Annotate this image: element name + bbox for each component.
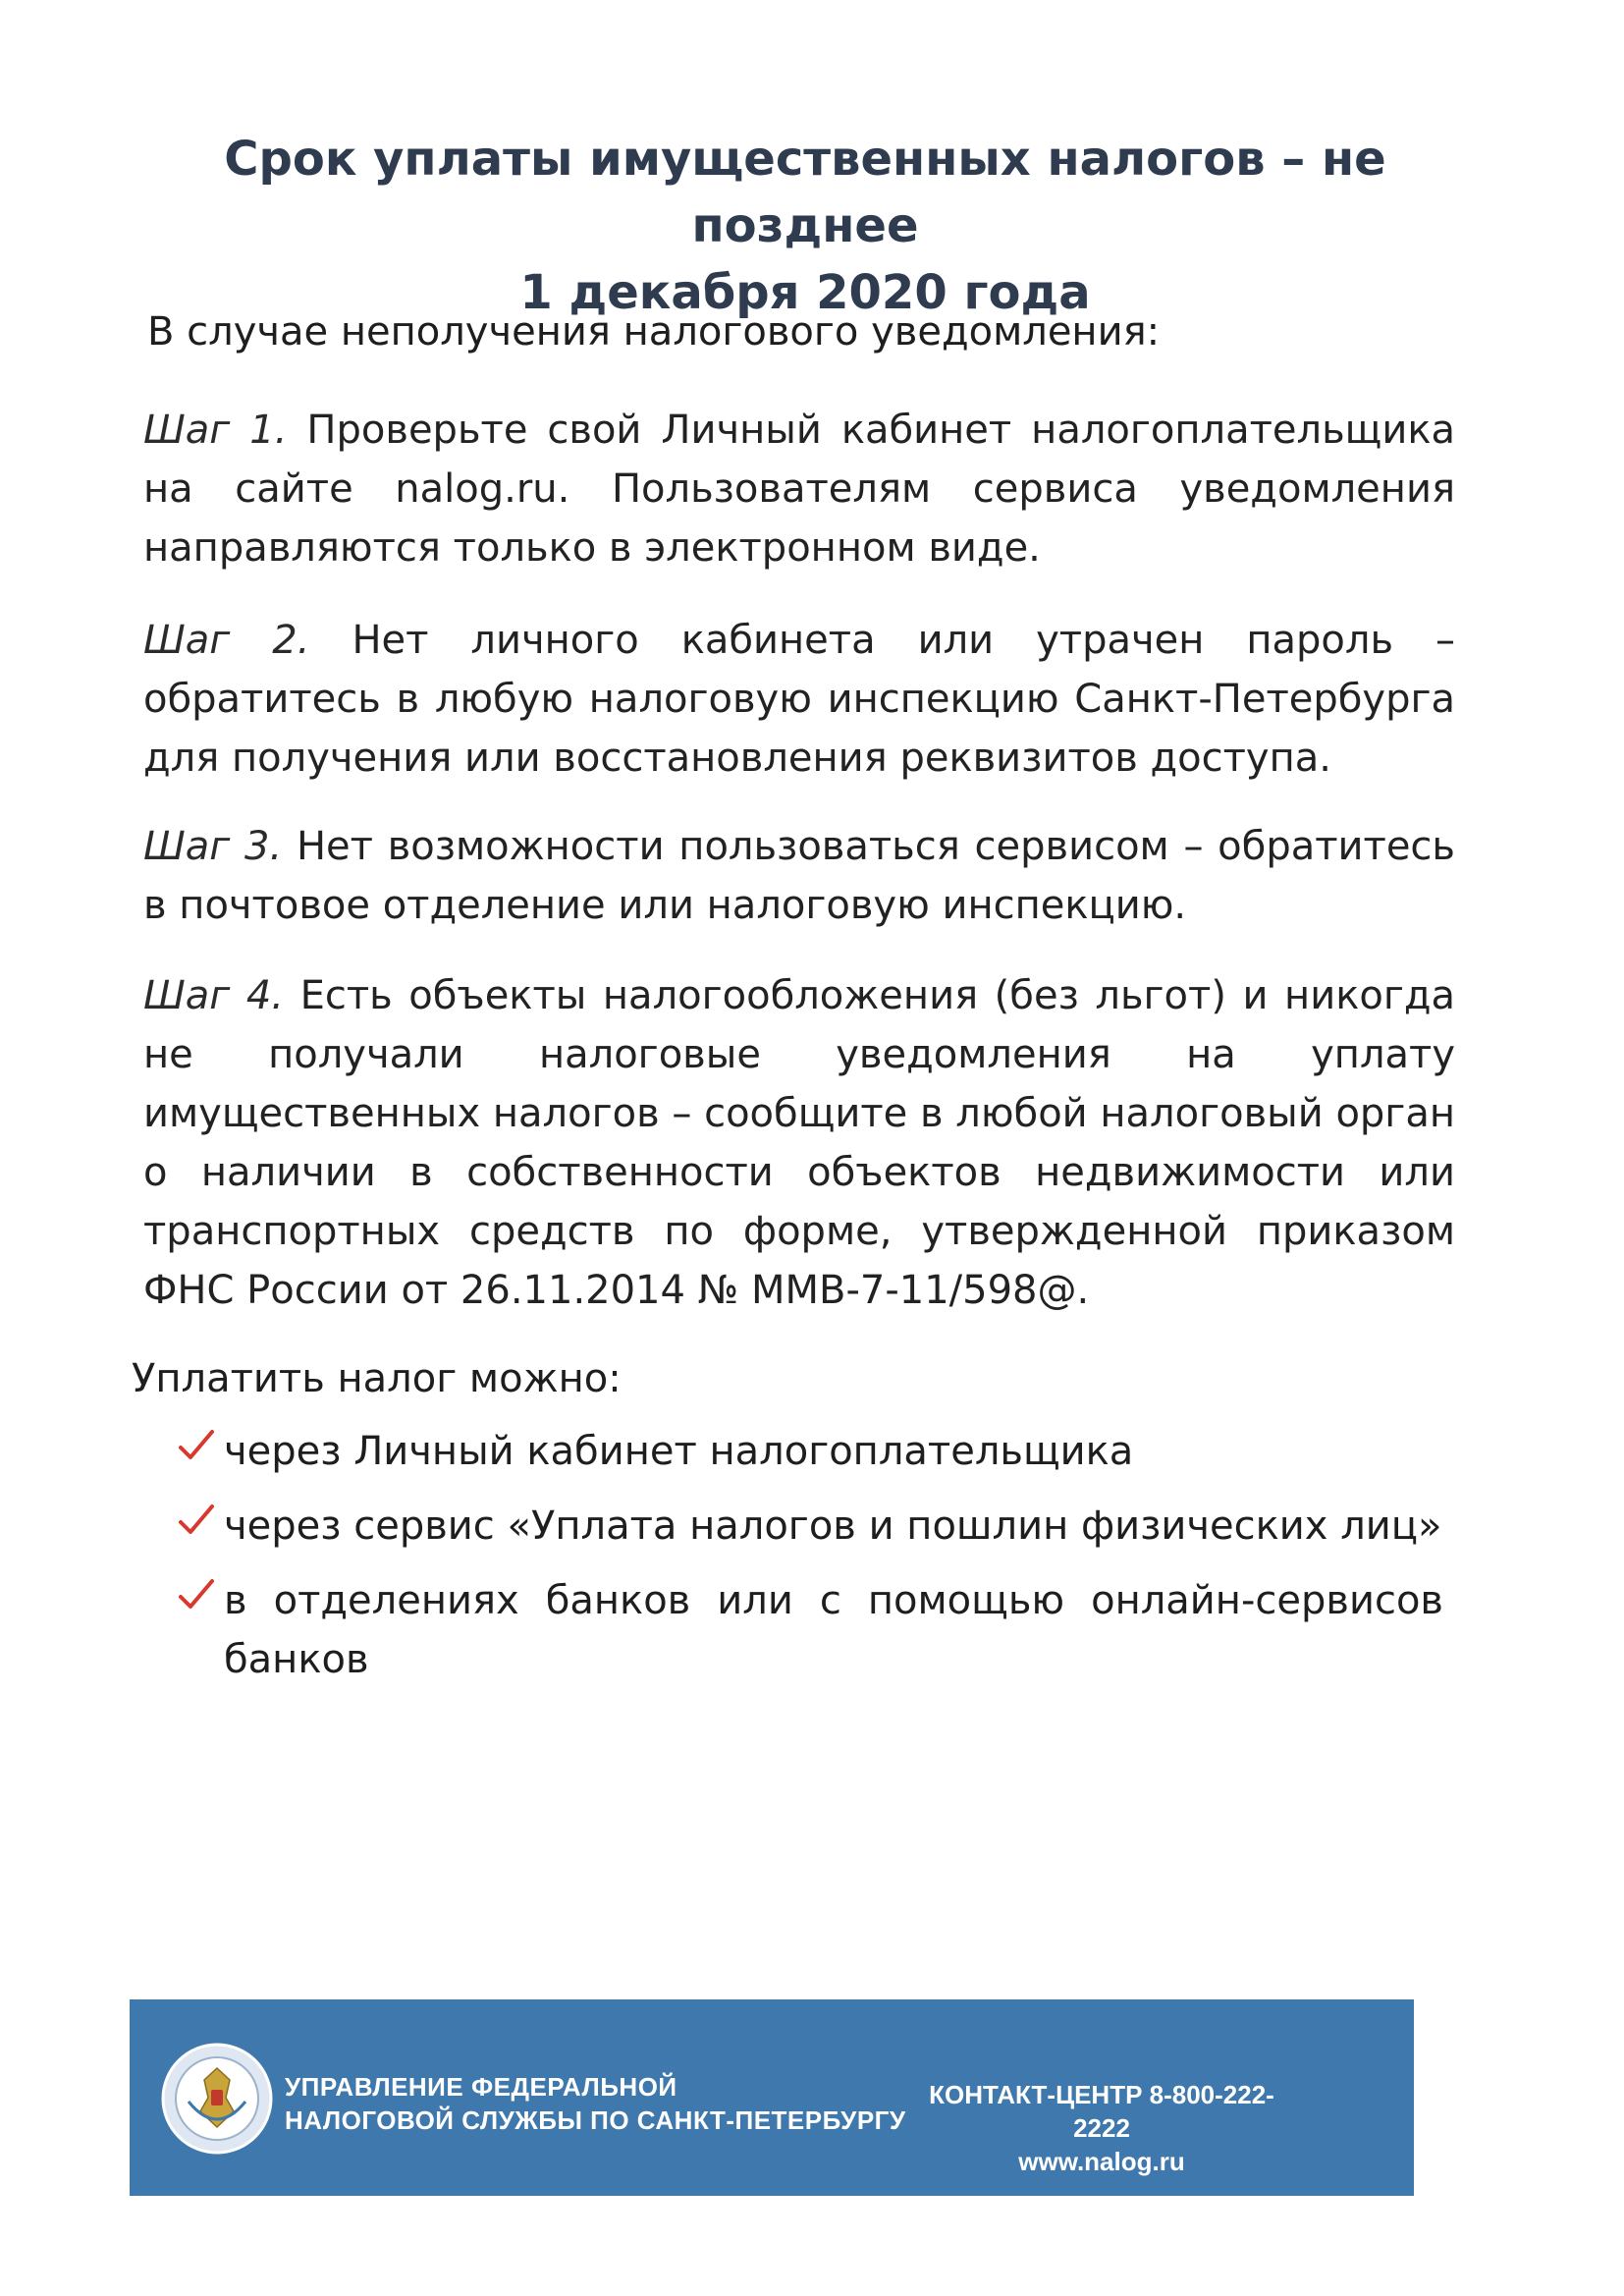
payment-item-cabinet (177, 1422, 1443, 1481)
step-4-text: Есть объекты налогообложения (без льгот) и никогда не получали налоговые уведомления на уплату имущественных налогов – сообщите в любой налоговый орган о наличии в собственности объектов недвижимости или транспортных средств по форме, утвержденной приказом ФНС России от 26.11.2014 № ММВ-7-11/598@. (143, 973, 1456, 1313)
footer-contact (915, 2078, 1288, 2178)
footer-org-line-2: НАЛОГОВОЙ СЛУЖБЫ ПО САНКТ-ПЕТЕРБУРГУ (285, 2105, 906, 2135)
payment-item-text: через сервис «Уплата налогов и пошлин физических лиц» (224, 1503, 1442, 1549)
step-2 (143, 611, 1455, 788)
footer-org-name (285, 2070, 906, 2137)
step-4-label: Шаг 4. (143, 973, 285, 1018)
payment-item-text: через Личный кабинет налогоплательщика (224, 1429, 1134, 1474)
payment-item-text: в отделениях банков или с помощью онлайн-сервисов банков (224, 1578, 1443, 1682)
contact-center-phone: КОНТАКТ-ЦЕНТР 8-800-222-2222 (929, 2080, 1274, 2143)
step-4 (143, 966, 1455, 1320)
payment-item-service (177, 1497, 1443, 1556)
page-title (137, 126, 1473, 326)
checkmark-icon (177, 1426, 216, 1465)
checkmark-icon (177, 1501, 216, 1540)
step-2-label: Шаг 2. (143, 618, 310, 663)
checkmark-icon (177, 1575, 216, 1614)
fns-emblem-icon (159, 2041, 275, 2157)
title-line-1: Срок уплаты имущественных налогов – не позднее (224, 132, 1386, 253)
footer-org-line-1: УПРАВЛЕНИЕ ФЕДЕРАЛЬНОЙ (285, 2072, 677, 2102)
step-3-text: Нет возможности пользоваться сервисом – обратитесь в почтовое отделение или налоговую инспекцию. (143, 824, 1456, 928)
step-3 (143, 817, 1455, 935)
step-1-text: Проверьте свой Личный кабинет налогоплательщика на сайте nalog.ru. Пользователям сервиса уведомления направляются только в электронном виде. (143, 408, 1455, 571)
step-1-label: Шаг 1. (143, 408, 288, 453)
step-2-text: Нет личного кабинета или утрачен пароль – обратитесь в любую налоговую инспекцию Санкт-Петербурга для получения или восстановления реквизитов доступа. (143, 618, 1455, 781)
step-1 (143, 401, 1455, 577)
footer-banner (130, 1999, 1414, 2196)
intro-text: В случае неполучения налогового уведомления: (147, 309, 1161, 355)
title-line-2: 1 декабря 2020 года (519, 265, 1091, 320)
payment-heading: Уплатить налог можно: (132, 1356, 622, 1401)
payment-item-banks (177, 1571, 1443, 1689)
step-3-label: Шаг 3. (143, 824, 283, 869)
footer-website-link[interactable]: www.nalog.ru (1018, 2147, 1185, 2176)
payment-list (177, 1422, 1443, 1705)
